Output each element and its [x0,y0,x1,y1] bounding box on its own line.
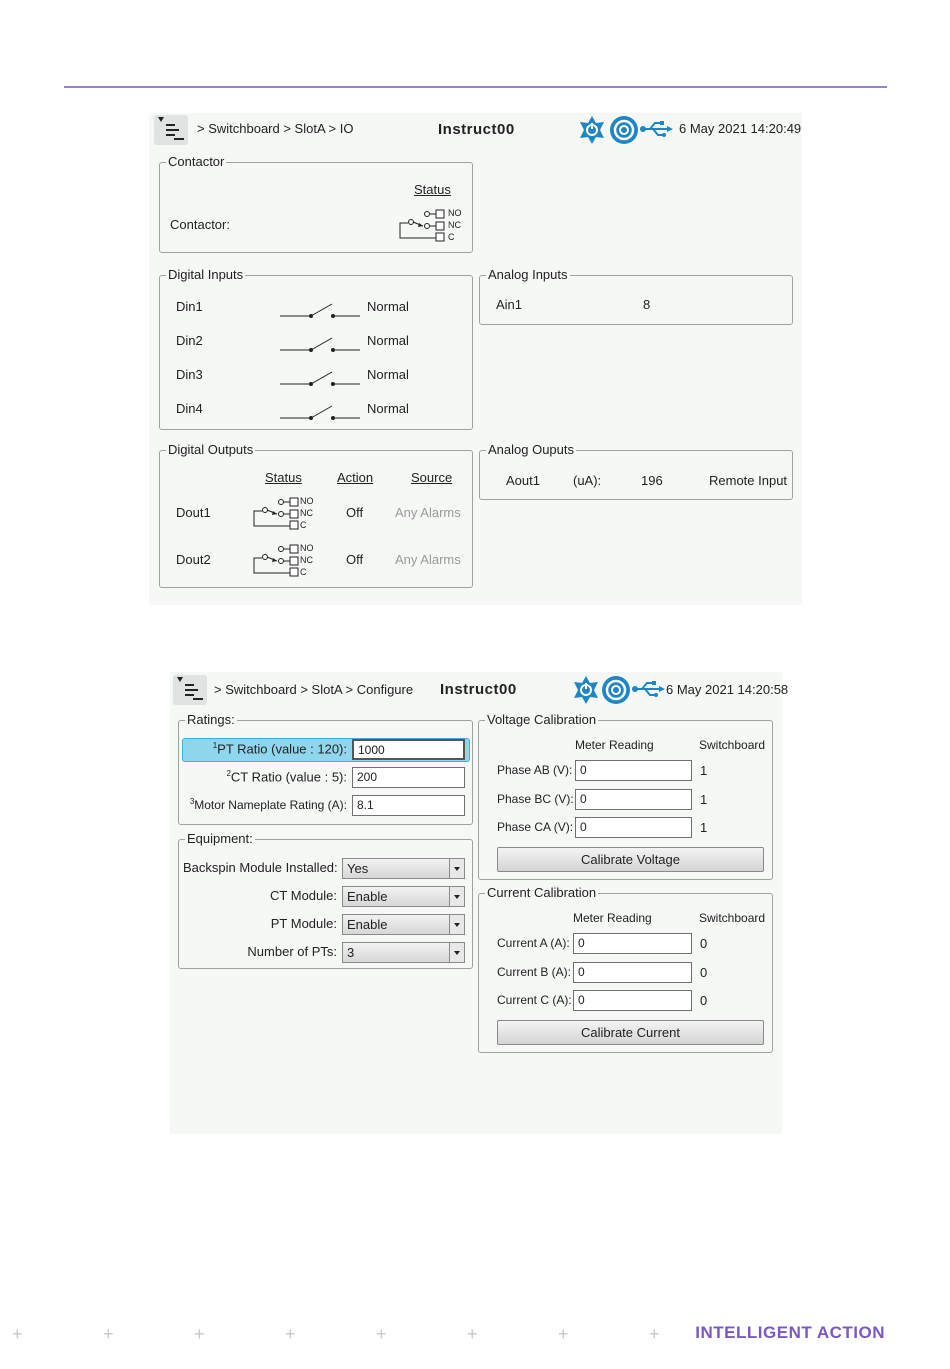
ain1-label: Ain1 [496,297,523,312]
ct-ratio-input[interactable]: 200 [352,767,465,788]
dout-source-header: Source [411,470,453,485]
datetime: 6 May 2021 14:20:49 [679,121,802,136]
switch-open-icon [280,402,362,422]
analog-outputs-group [479,442,793,500]
current-c-switchboard: 0 [700,993,708,1008]
footer-plus: + [558,1324,569,1344]
calibrate-current-button[interactable]: Calibrate Current [497,1020,764,1045]
current-a-label: Current A (A): [497,936,570,950]
aout1-unit: (uA): [573,473,602,488]
voltage-switchboard-header: Switchboard [699,738,766,752]
dout2-label: Dout2 [176,552,211,567]
voltage-meter-header: Meter Reading [575,738,654,752]
breadcrumb[interactable]: > Switchboard > SlotA > Configure [214,682,414,697]
digital-inputs-group [159,267,473,430]
breadcrumb[interactable]: > Switchboard > SlotA > IO [197,121,354,136]
usb-icon [631,681,665,697]
calibrate-voltage-button[interactable]: Calibrate Voltage [497,847,764,872]
current-switchboard-header: Switchboard [699,911,766,925]
equipment-group [178,831,473,969]
current-b-input[interactable]: 0 [573,962,692,983]
footer-plus: + [649,1324,660,1344]
din4-state: Normal [367,401,409,416]
num-pts-select[interactable]: 3 [342,942,465,963]
footer-plus: + [467,1324,478,1344]
datetime: 6 May 2021 14:20:58 [666,682,789,697]
io-screen [149,113,802,605]
current-meter-header: Meter Reading [573,911,652,925]
analog-outputs-legend: Analog Ouputs [488,442,575,457]
din2-label: Din2 [176,333,203,348]
footer-plus: + [285,1324,296,1344]
phase-bc-input[interactable]: 0 [575,789,692,810]
digital-outputs-legend: Digital Outputs [168,442,254,457]
din4-label: Din4 [176,401,203,416]
relay-label-c: C [300,567,307,577]
current-calibration-group [478,885,773,1053]
aout1-value: 196 [641,473,663,488]
top-divider [64,86,887,88]
switch-open-icon [280,300,362,320]
device-title: Instruct00 [438,121,515,138]
num-pts-label: Number of PTs: [247,944,337,959]
current-b-switchboard: 0 [700,965,708,980]
current-b-label: Current B (A): [497,965,572,979]
aout1-label: Aout1 [506,473,540,488]
phase-bc-label: Phase BC (V): [497,792,574,806]
ct-ratio-label: $^2$CT Ratio (value : 5): [226,769,347,785]
voltage-calibration-group [478,712,773,880]
din3-state: Normal [367,367,409,382]
current-c-input[interactable]: 0 [573,990,692,1011]
current-a-input[interactable]: 0 [573,933,692,954]
menu-icon[interactable] [173,675,207,705]
menu-icon[interactable] [154,115,188,145]
phase-bc-switchboard: 1 [700,792,708,807]
aout1-source: Remote Input [709,473,788,488]
contactor-legend: Contactor [168,154,225,169]
dout1-action: Off [346,505,364,520]
chevron-down-icon [449,943,464,962]
chevron-down-icon [449,887,464,906]
usb-icon [639,121,673,137]
ain1-value: 8 [643,297,651,312]
footer-plus: + [103,1324,114,1344]
dout1-label: Dout1 [176,505,211,520]
relay-label-nc: NC [300,508,313,518]
analog-inputs-group [479,267,793,325]
dout-status-header: Status [265,470,302,485]
footer-plus: + [194,1324,205,1344]
target-icon[interactable] [609,115,639,145]
footer-plus: + [12,1324,23,1344]
equipment-legend: Equipment: [187,831,253,846]
current-a-switchboard: 0 [700,936,708,951]
pt-module-select[interactable]: Enable [342,914,465,935]
digital-outputs-group [159,442,473,588]
motor-rating-label: $^3$Motor Nameplate Rating (A): [189,797,347,812]
chevron-down-icon [449,915,464,934]
switch-open-icon [280,334,362,354]
phase-ab-switchboard: 1 [700,763,708,778]
contactor-status-header: Status [414,182,451,197]
digital-inputs-legend: Digital Inputs [168,267,244,282]
ct-module-label: CT Module: [270,888,337,903]
dout1-source: Any Alarms [395,505,461,520]
dout2-action: Off [346,552,364,567]
gear-icon[interactable] [571,676,601,704]
voltage-calibration-legend: Voltage Calibration [487,712,597,727]
device-title: Instruct00 [440,681,517,698]
dout-action-header: Action [337,470,374,485]
pt-ratio-label: $^1$PT Ratio (value : 120): [212,741,347,757]
ratings-legend: Ratings: [187,712,235,727]
motor-rating-input[interactable]: 8.1 [352,795,465,816]
ratings-group [178,712,473,825]
relay-label-c: C [300,520,307,530]
din1-state: Normal [367,299,409,314]
pt-ratio-input[interactable]: 1000 [352,739,465,760]
backspin-select[interactable]: Yes [342,858,465,879]
din2-state: Normal [367,333,409,348]
configure-screen [170,672,789,1134]
chevron-down-icon [449,859,464,878]
phase-ca-label: Phase CA (V): [497,820,574,834]
relay-label-no: NO [300,496,314,506]
contactor-label: Contactor: [170,217,230,232]
gear-icon[interactable] [577,116,607,144]
relay-label-nc: NC [300,555,313,565]
ct-module-select[interactable]: Enable [342,886,465,907]
current-calibration-legend: Current Calibration [487,885,597,900]
relay-label-no: NO [448,208,462,218]
phase-ab-input[interactable]: 0 [575,760,692,781]
target-icon[interactable] [601,675,631,705]
din1-label: Din1 [176,299,203,314]
relay-label-c: C [448,232,455,242]
phase-ab-label: Phase AB (V): [497,763,573,777]
relay-label-nc: NC [448,220,461,230]
footer-plus: + [376,1324,387,1344]
analog-inputs-legend: Analog Inputs [488,267,568,282]
backspin-label: Backspin Module Installed: [183,860,338,875]
current-c-label: Current C (A): [497,993,572,1007]
dout2-source: Any Alarms [395,552,461,567]
din3-label: Din3 [176,367,203,382]
phase-ca-switchboard: 1 [700,820,708,835]
footer-brand: INTELLIGENT ACTION [695,1323,885,1342]
pt-module-label: PT Module: [270,916,337,931]
contactor-group [159,154,473,253]
phase-ca-input[interactable]: 0 [575,817,692,838]
relay-label-no: NO [300,543,314,553]
switch-open-icon [280,368,362,388]
